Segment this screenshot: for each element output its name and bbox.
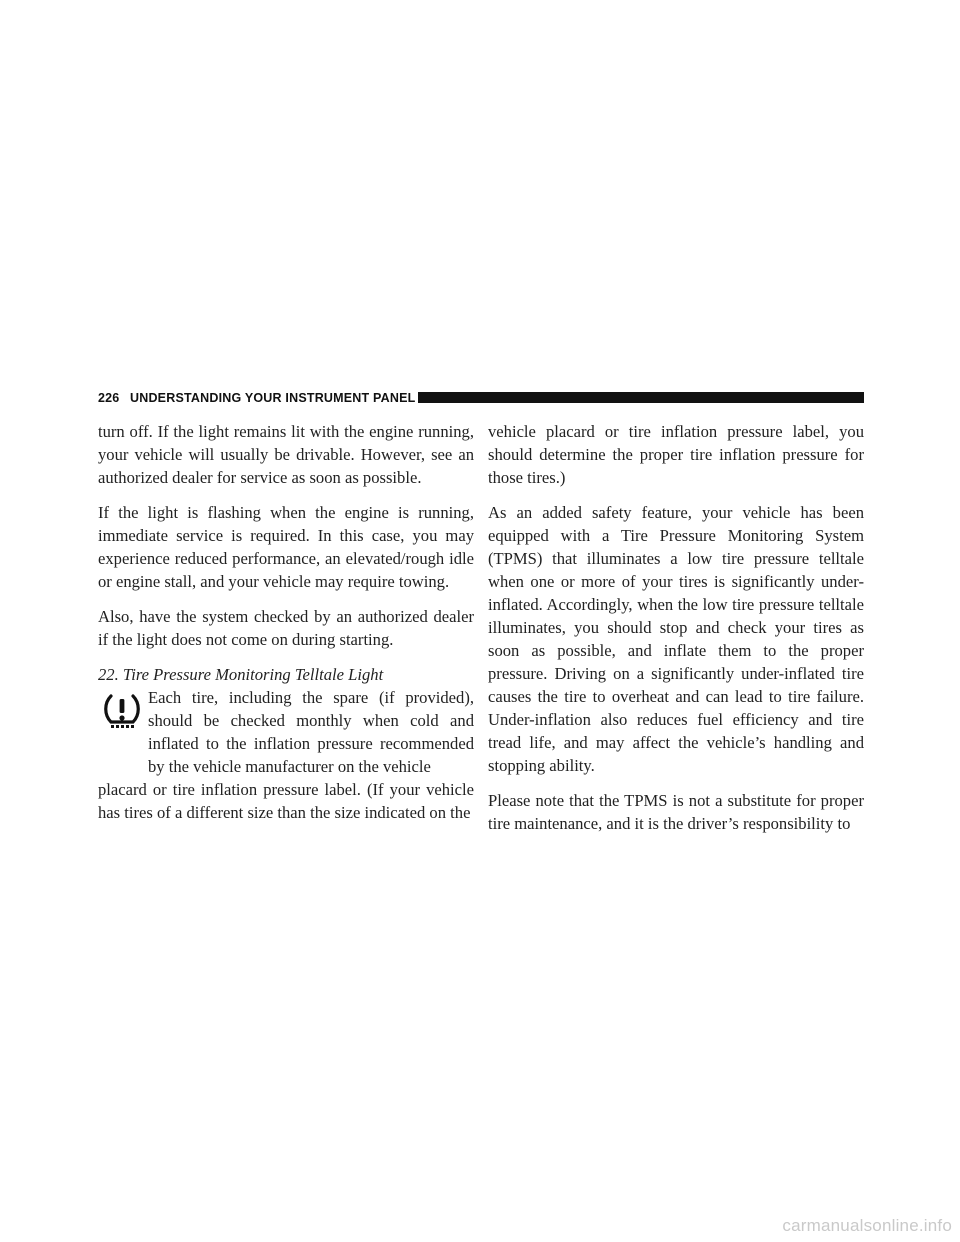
tpms-section	[98, 663, 474, 824]
paragraph: vehicle placard or tire inflation pressure label, you should determine the proper tire inflation pressure for those tires.)	[488, 422, 864, 487]
tire-pressure-warning-icon	[102, 691, 142, 731]
section-title: UNDERSTANDING YOUR INSTRUMENT PANEL	[130, 391, 416, 405]
page-header	[98, 390, 864, 406]
header-rule	[418, 392, 864, 403]
paragraph: Each tire, including the spare (if provided), should be checked monthly when cold and inflated to the inflation pressure recommended by the vehicle manufacturer on the vehicle	[148, 688, 474, 776]
paragraph: Also, have the system checked by an authorized dealer if the light does not come on during starting.	[98, 607, 474, 649]
watermark: carmanualsonline.info	[782, 1216, 952, 1235]
paragraph: As an added safety feature, your vehicle has been equipped with a Tire Pressure Monitoring System (TPMS) that illuminates a low tire pressure telltale when one or more of your tires is significantly under-inflated. Accordingly, when the low tire pressure telltale illuminates, you should stop and check your tires as soon as possible, and inflate them to the proper pressure. Driving on a significantly under-inflated tire causes the tire to overheat and can lead to tire failure. Under-inflation also reduces fuel efficiency and tire tread life, and may affect the vehicle’s handling and stopping ability.	[488, 503, 864, 775]
section-heading: 22. Tire Pressure Monitoring Telltale Light	[98, 665, 384, 684]
paragraph: turn off. If the light remains lit with the engine running, your vehicle will usually be drivable. However, see an authorized dealer for service as soon as possible.	[98, 422, 474, 487]
paragraph: Please note that the TPMS is not a substitute for proper tire maintenance, and it is the driver’s responsibility to	[488, 791, 864, 833]
paragraph: placard or tire inflation pressure label. (If your vehicle has tires of a different size than the size indicated on the	[98, 780, 474, 822]
right-column	[488, 420, 864, 847]
paragraph: If the light is flashing when the engine is running, immediate service is required. In this case, you may experience reduced performance, an elevated/rough idle or engine stall, and your vehicle may require towing.	[98, 503, 474, 591]
page-number: 226	[98, 391, 120, 405]
left-column	[98, 420, 474, 836]
